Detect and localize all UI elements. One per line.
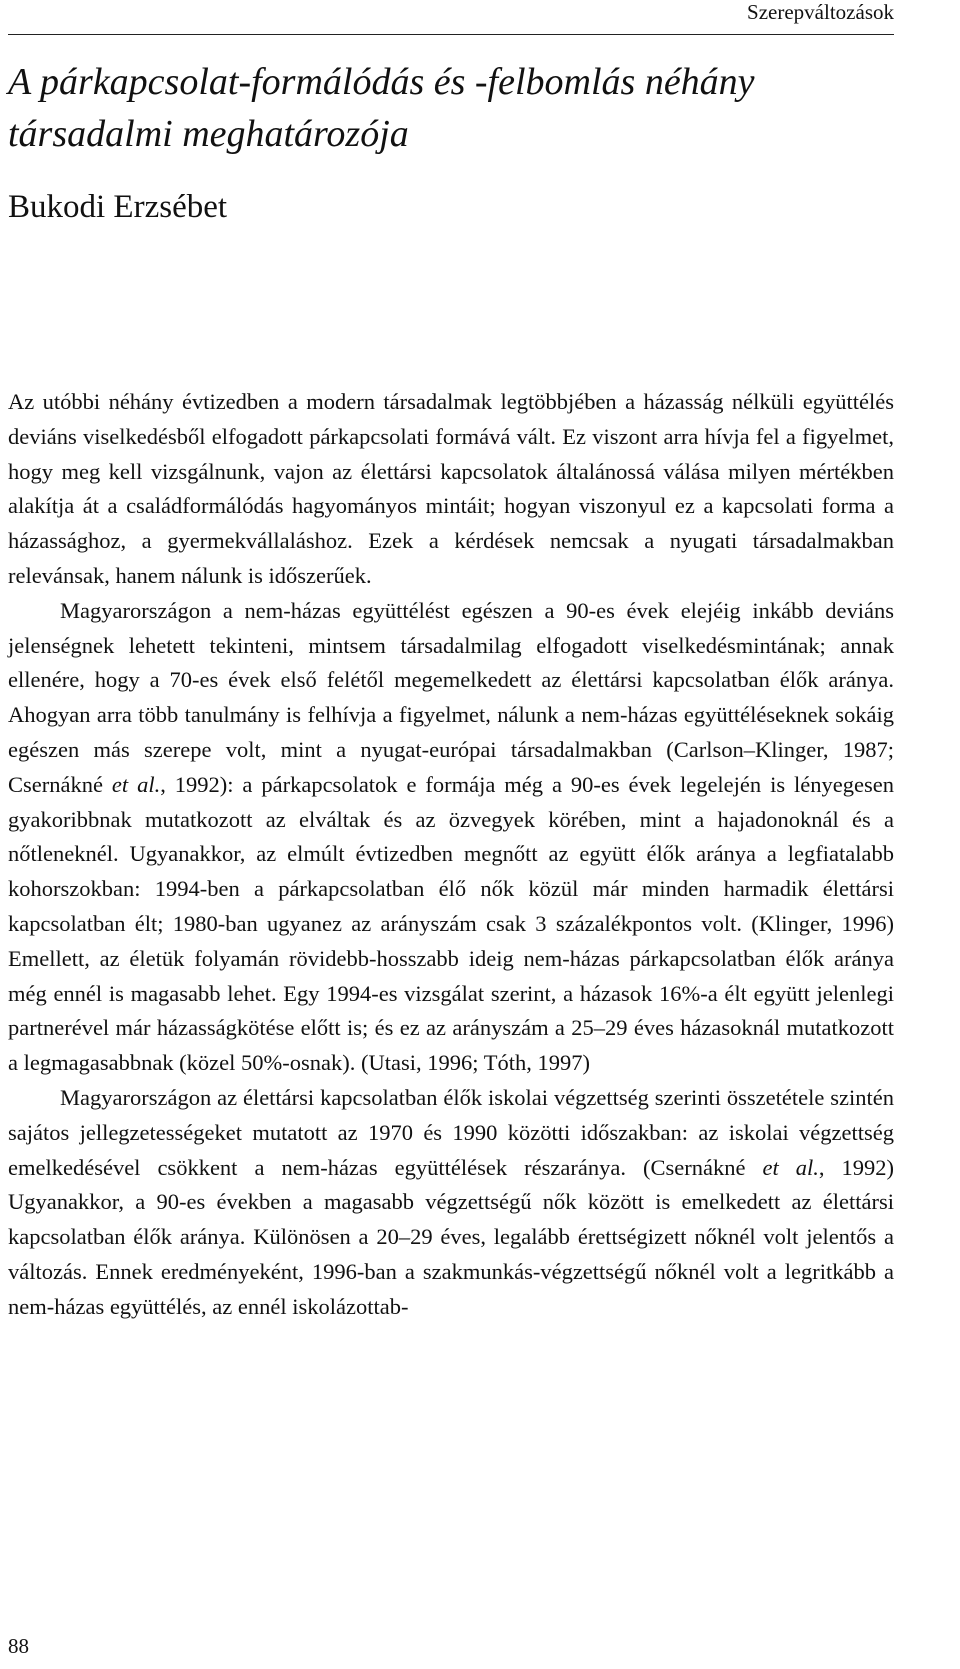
paragraph-2 xyxy=(8,594,894,1081)
paragraph-3 xyxy=(8,1081,894,1325)
article-author: Bukodi Erzsébet xyxy=(8,189,228,225)
paragraph-2-text-b: , 1992): a párkapcsolatok e formája még a 90-es évek legelején is lényegesen gyakoribbnak mutatkozott az elváltak és az özvegyek körében, mint a hajadonoknál és a nőtleneknél. Ugyanakkor, az elmúlt évtizedben megnőtt az együtt élők aránya a legfiatalabb kohorszokban: 1994-ben a párkapcsolatban élő nők közül már minden harmadik élettársi kapcsolatban élt; 1980-ban ugyanez az arányszám csak 3 százalékpontos volt. (Klinger, 1996) Emellett, az életük folyamán rövidebb-hosszabb ideig nem-házas párkapcsolatban élők aránya még ennél is magasabb lehet. Egy 1994-es vizsgálat szerint, a házasok 16%-a élt együtt jelenlegi partnerével már házasságkötése előtt is; és ez az arányszám a 25–29 éves házasoknál mutatkozott a legmagasabbnak (közel 50%-osnak). (Utasi, 1996; Tóth, 1997) xyxy=(8,771,894,1076)
paragraph-3-text-b: , 1992) Ugyanakkor, a 90-es években a magasabb végzettségű nők között is emelkedett az élettársi kapcsolatban élők aránya. Különösen a 20–29 éves, legalább érettségizett nőknél volt jelentős a változás. Ennek eredményeként, 1996-ban a szakmunkás-végzettségű nőknél volt a legritkább a nem-házas együttélés, az ennél iskolázottab- xyxy=(8,1154,894,1319)
paragraph-2-text-a: Magyarországon a nem-házas együttélést egészen a 90-es évek elejéig inkább deviáns jelenségnek lehetett tekinteni, mintsem társadalmilag elfogadott viselkedésmintának; annak ellenére, hogy a 70-es évek első felétől megemelkedett az élettársi kapcsolatban élők aránya. Ahogyan arra több tanulmány is felhívja a figyelmet, nálunk a nem-házas együttéléseknek sokáig egészen más szerepe volt, mint a nyugat-európai társadalmakban (Carlson–Klinger, 1987; Csernákné xyxy=(8,597,894,797)
paragraph-3-text-a: Magyarországon az élettársi kapcsolatban élők iskolai végzettség szerinti összetétele szintén sajátos jellegzetességeket mutatott az 1970 és 1990 közötti időszakban: az iskolai végzettség emelkedésével csökkent a nem-házas együttélések részaránya. (Csernákné xyxy=(8,1084,894,1180)
page-number: 88 xyxy=(8,1634,29,1658)
running-title: Szerepváltozások xyxy=(747,0,894,24)
paragraph-1: Az utóbbi néhány évtizedben a modern társadalmak legtöbbjében a házasság nélküli együttélés deviáns viselkedésből elfogadott párkapcsolati formává vált. Ez viszont arra hívja fel a figyelmet, hogy meg kell vizsgálnunk, vajon az élettársi kapcsolatok általánossá válása milyen mértékben alakítja át a családformálódás hagyományos mintáit; hogyan viszonyul ez a kapcsolati forma a házassághoz, a gyermekvállaláshoz. Ezek a kérdések nemcsak a nyugati társadalmakban relevánsak, hanem nálunk is időszerűek. xyxy=(8,389,894,588)
article-body xyxy=(8,385,894,1325)
article-title: A párkapcsolat-formálódás és -felbomlás néhány társadalmi meghatározója xyxy=(8,61,755,155)
running-head xyxy=(8,0,894,35)
paragraph-3-et-al: et al. xyxy=(762,1154,819,1180)
paragraph-2-et-al: et al. xyxy=(111,771,161,797)
